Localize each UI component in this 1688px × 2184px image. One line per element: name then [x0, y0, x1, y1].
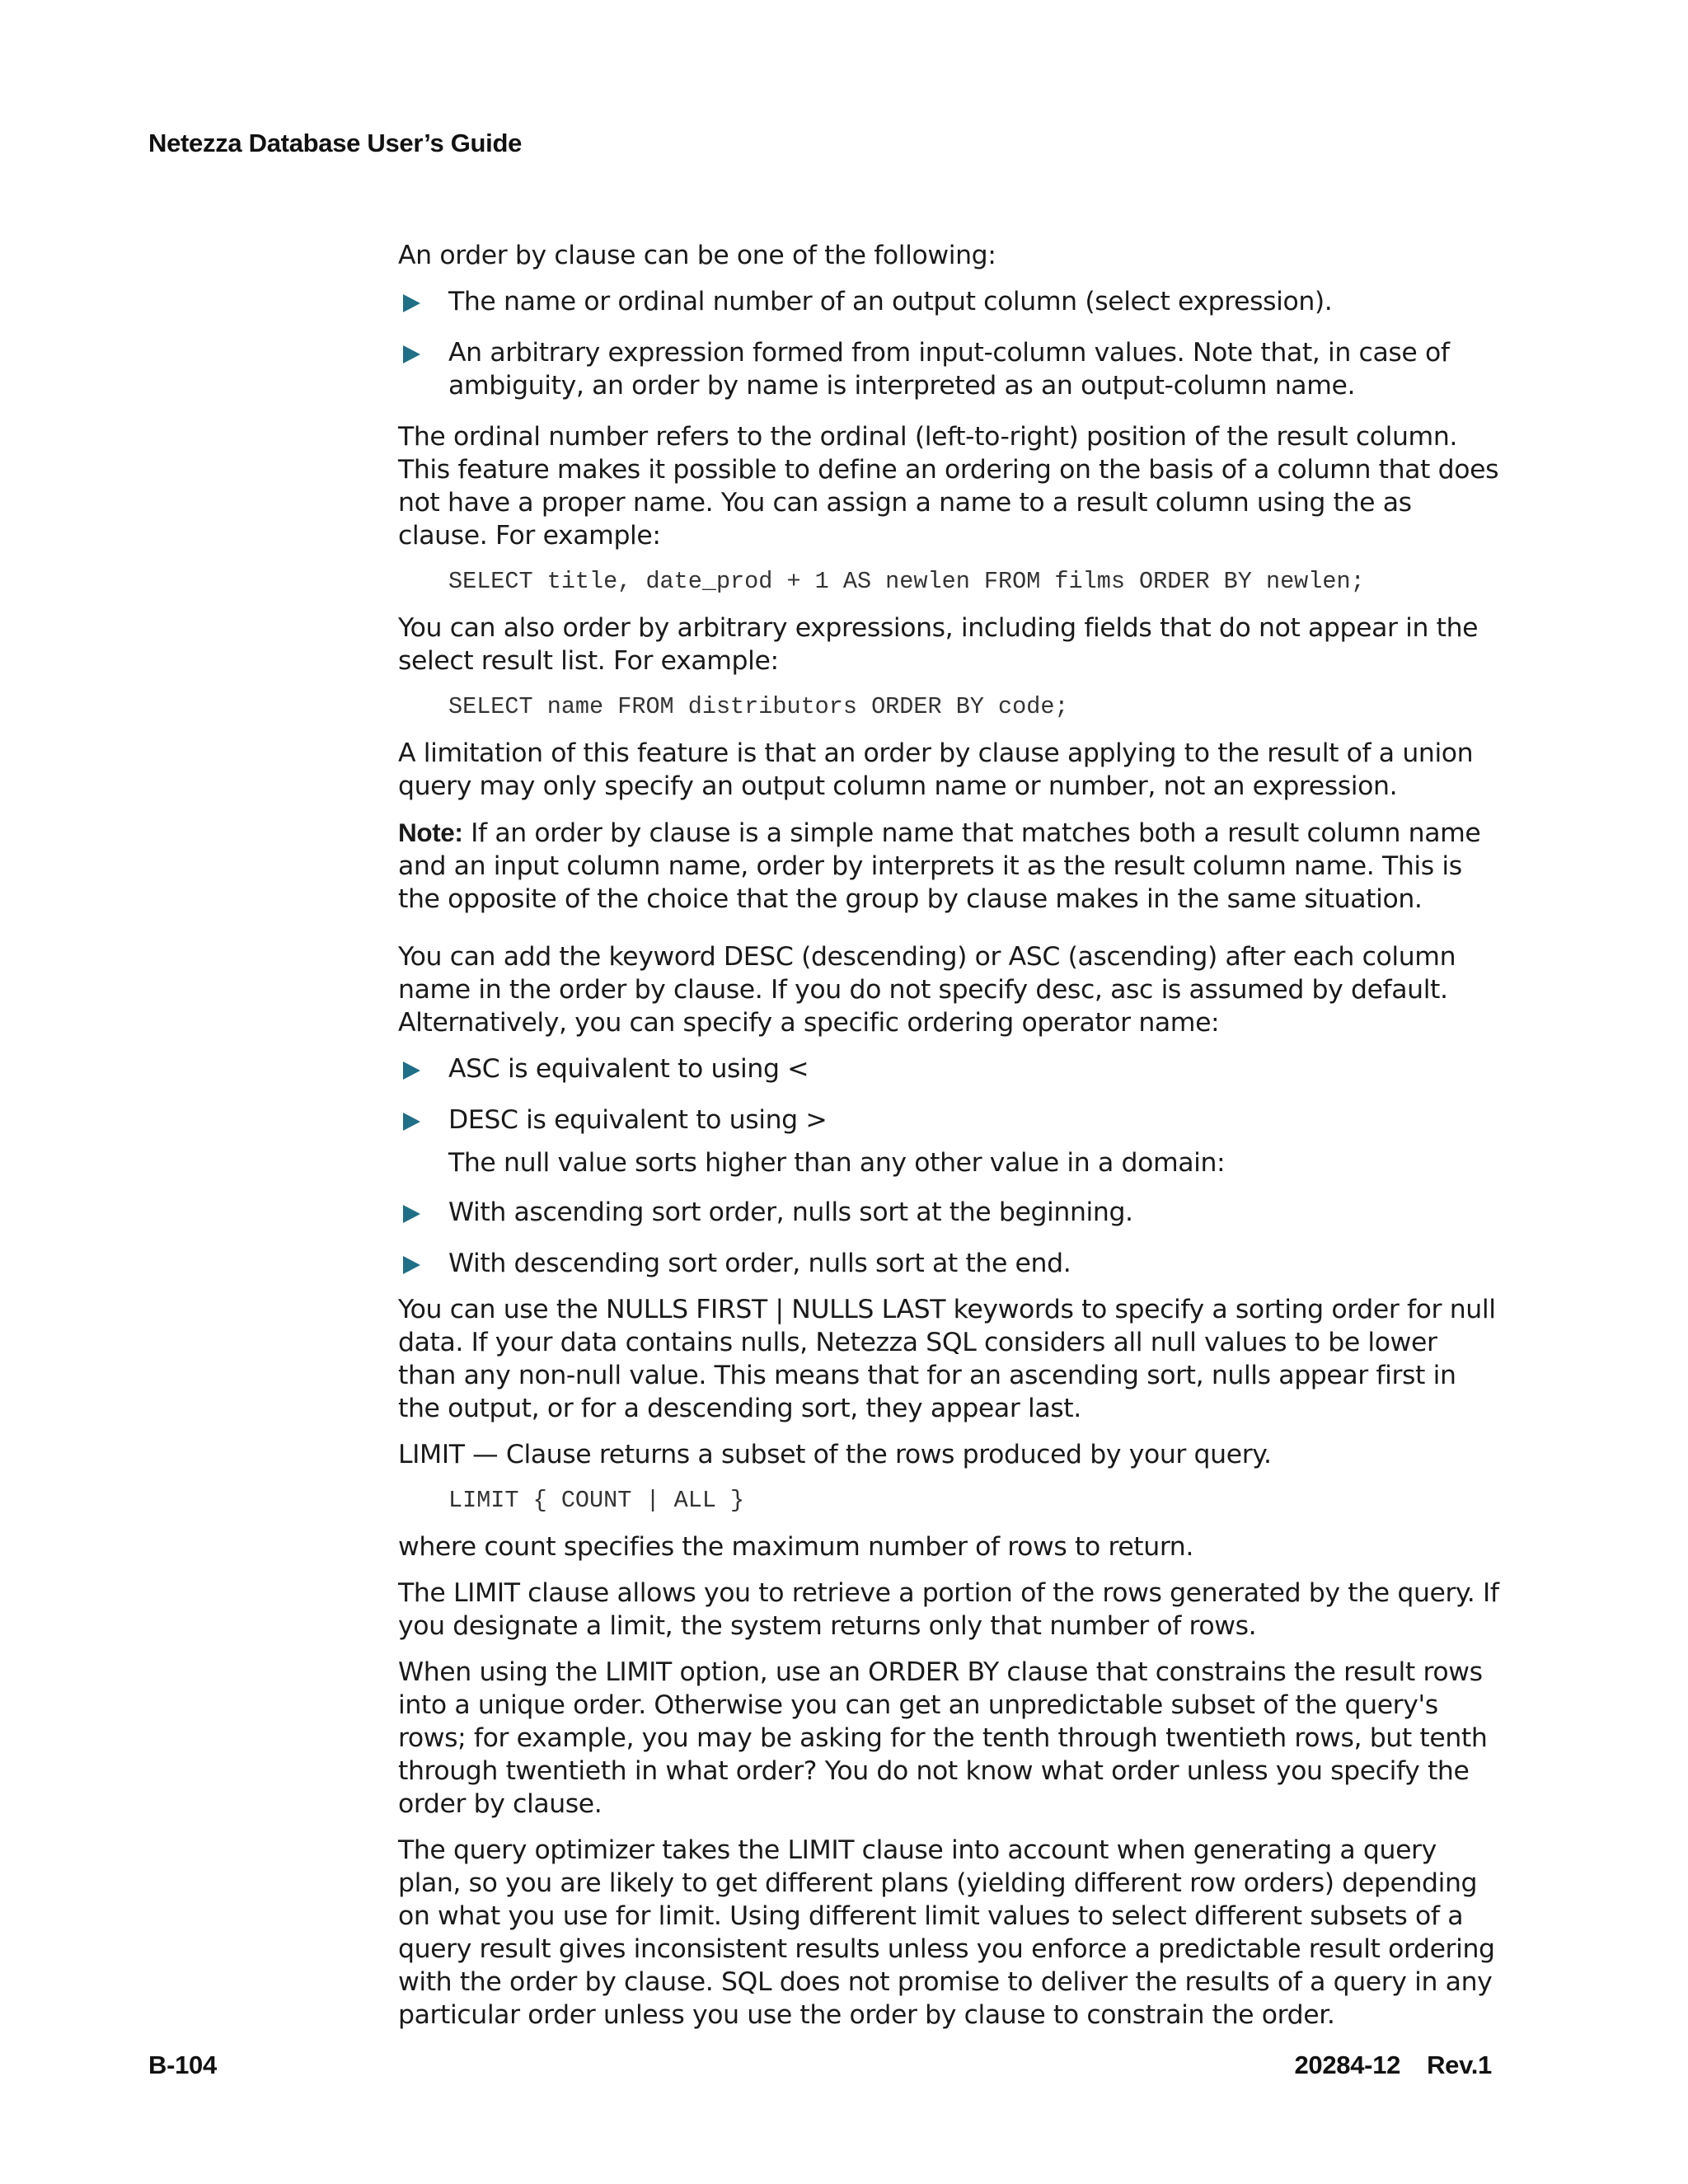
- right-triangle-bullet-icon: [403, 294, 420, 312]
- list-item-text: An arbitrary expression formed from input-column values. Note that, in case of ambiguity, an order by name is interpreted as an output-column name.: [448, 338, 1450, 401]
- right-triangle-bullet-icon: [403, 1256, 420, 1274]
- list-item: [398, 336, 1503, 402]
- list-item: [398, 1247, 1503, 1280]
- note: [398, 816, 1503, 916]
- paragraph-ordinal: The ordinal number refers to the ordinal (left-to-right) position of the result column. This feature makes it possible to define an ordering on the basis of a column that does not have a proper name. You can assign a name to a result column using the as clause. For example:: [398, 422, 1499, 551]
- note-label: Note:: [398, 818, 463, 847]
- paragraph-optimizer: The query optimizer takes the LIMIT clause into account when generating a query plan, so you are likely to get different plans (yielding different row orders) depending on what you use for limit. Using different limit values to select different subsets of a query result gives inconsistent results unless you enforce a predictable result ordering with the order by clause. SQL does not promise to deliver the results of a query in any particular order unless you use the order by clause to constrain the order.: [398, 1835, 1495, 2030]
- paragraph-count: where count specifies the maximum number of rows to return.: [398, 1532, 1193, 1562]
- code-example-3: LIMIT { COUNT | ALL }: [448, 1487, 745, 1514]
- list-item: [398, 285, 1503, 318]
- document-id: [1294, 2050, 1492, 2080]
- paragraph-null: The null value sorts higher than any other value in a domain:: [448, 1148, 1226, 1178]
- revision: Rev.1: [1427, 2050, 1492, 2079]
- paragraph-limit-allows: The LIMIT clause allows you to retrieve a portion of the rows generated by the query. If you designate a limit, the system returns only that number of rows.: [398, 1578, 1499, 1641]
- list-item-text: DESC is equivalent to using >: [448, 1105, 828, 1135]
- paragraph-limitation: A limitation of this feature is that an order by clause applying to the result of a union query may only specify an output column name or number, not an expression.: [398, 738, 1474, 801]
- list-item-text: ASC is equivalent to using <: [448, 1054, 809, 1084]
- paragraph-intro: An order by clause can be one of the following:: [398, 241, 996, 270]
- paragraph-keyword: You can add the keyword DESC (descending) or ASC (ascending) after each column name in the order by clause. If you do not specify desc, asc is assumed by default. Alternatively, you can specify a specific ordering operator name:: [398, 942, 1456, 1038]
- document-number: 20284-12: [1294, 2050, 1401, 2079]
- paragraph-when-using: When using the LIMIT option, use an ORDER BY clause that constrains the result rows into a unique order. Otherwise you can get an unpredictable subset of the query's rows; for example, you may be asking for the tenth through twentieth rows, but tenth through twentieth in what order? You do not know what order unless you specify the order by clause.: [398, 1657, 1488, 1819]
- note-text: If an order by clause is a simple name that matches both a result column name and an input column name, order by interprets it as the result column name. This is the opposite of the choice that the group by clause makes in the same situation.: [398, 818, 1481, 914]
- code-example-2: SELECT name FROM distributors ORDER BY code;: [448, 693, 1069, 720]
- page-content: [398, 239, 1503, 2045]
- right-triangle-bullet-icon: [403, 1205, 420, 1223]
- list-item: [398, 1104, 1503, 1137]
- page-number: B-104: [148, 2050, 217, 2079]
- paragraph-arbitrary: You can also order by arbitrary expressions, including fields that do not appear in the select result list. For example:: [398, 613, 1479, 676]
- list-item-text: The name or ordinal number of an output column (select expression).: [448, 287, 1333, 316]
- code-example-1: SELECT title, date_prod + 1 AS newlen FROM films ORDER BY newlen;: [448, 568, 1365, 595]
- right-triangle-bullet-icon: [403, 1062, 420, 1080]
- right-triangle-bullet-icon: [403, 345, 420, 363]
- right-triangle-bullet-icon: [403, 1113, 420, 1131]
- paragraph-nulls-first: You can use the NULLS FIRST | NULLS LAST keywords to specify a sorting order for null data. If your data contains nulls, Netezza SQL considers all null values to be lower than any non-null value. This means that for an ascending sort, nulls appear first in the output, or for a descending sort, they appear last.: [398, 1295, 1496, 1423]
- list-item-text: With ascending sort order, nulls sort at the beginning.: [448, 1197, 1133, 1227]
- list-item: [398, 1052, 1503, 1085]
- paragraph-limit-definition: LIMIT — Clause returns a subset of the rows produced by your query.: [398, 1440, 1272, 1469]
- list-item: [398, 1196, 1503, 1229]
- list-item-text: With descending sort order, nulls sort at the end.: [448, 1249, 1071, 1278]
- running-header: Netezza Database User’s Guide: [148, 129, 523, 157]
